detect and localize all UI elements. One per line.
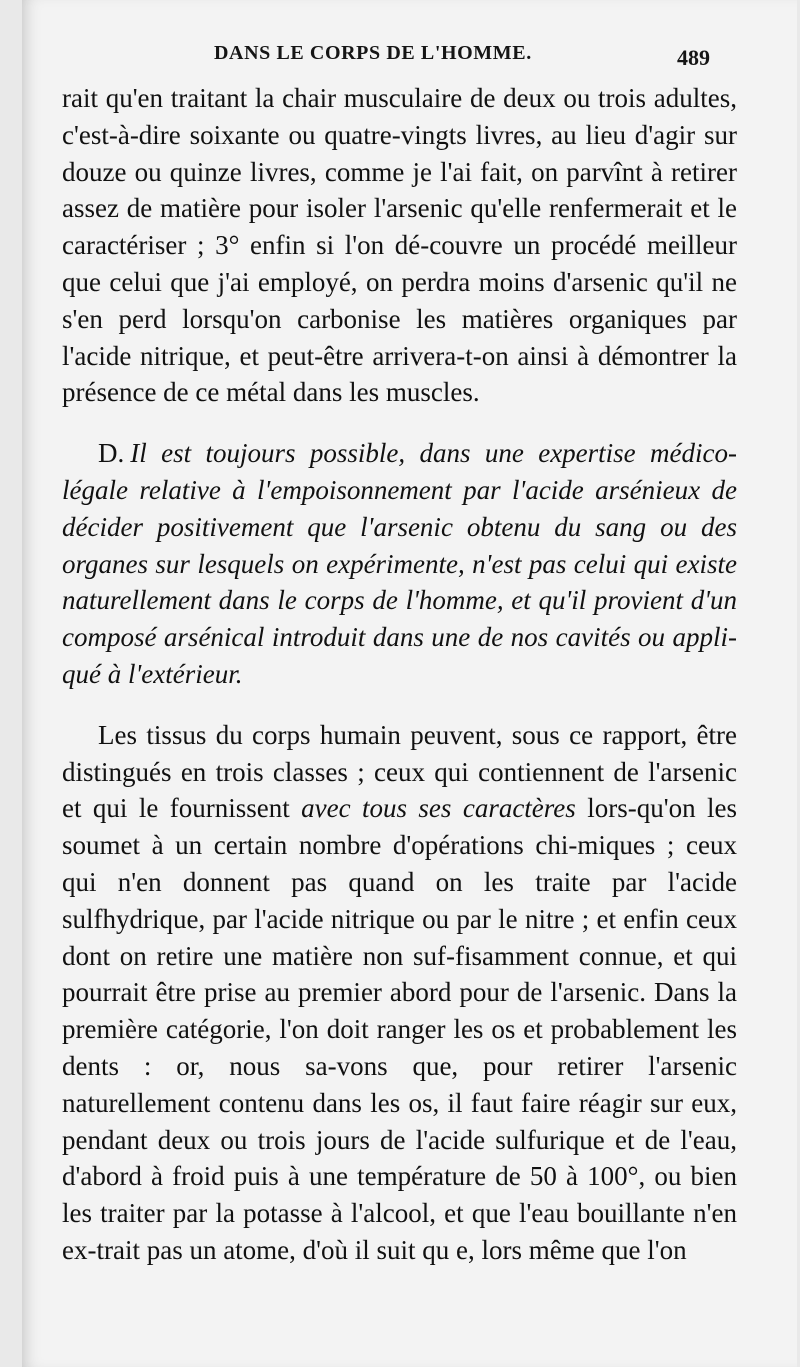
book-page — [22, 0, 797, 1367]
paragraph-2 — [62, 435, 737, 693]
proposition-italic: Il est toujours possible, dans une expertise médico-légale relative à l'empoisonnement par l'acide arsénieux de décider positivement que l'arsenic obtenu du sang ou des organes sur lesquels on expérimente, n'est pas celui qui existe naturellement dans le corps de l'homme, et qu'il provient d'un composé arsénical introduit dans une de nos cavités ou appli-qué à l'extérieur. — [62, 438, 737, 689]
page-header — [22, 42, 797, 78]
body-text — [62, 80, 737, 1269]
running-title: DANS LE CORPS DE L'HOMME. — [214, 42, 532, 64]
paragraph-3-part-b: lors-qu'on les soumet à un certain nombre d'opérations chi-miques ; ceux qui n'en donnent pas quand on les traite par l'acide sulfhydrique, par l'acide nitrique ou par le nitre ; et enfin ceux dont on retire une matière non suf-fisamment connue, et qui pourrait être prise au premier abord pour de l'arsenic. Dans la première catégorie, l'on doit ranger les os et probablement les dents : or, nous sa-vons que, pour retirer l'arsenic naturellement contenu dans les os, il faut faire réagir sur eux, pendant deux ou trois jours de l'acide sulfurique et de l'eau, d'abord à froid puis à une température de 50 à 100°, ou bien les traiter par la potasse à l'alcool, et que l'eau bouillante n'en ex-trait pas un atome, d'où il suit qu e, lors même que l'on — [62, 793, 737, 1265]
paragraph-3-italic: avec tous ses caractères — [301, 793, 576, 824]
paragraph-3 — [62, 717, 737, 1269]
paragraph-1: rait qu'en traitant la chair musculaire de deux ou trois adultes, c'est-à-dire soixante ou quatre-vingts livres, au lieu d'agir sur douze ou quinze livres, comme je l'ai fait, on parvînt à retirer assez de matière pour isoler l'arsenic qu'elle renfermerait et le caractériser ; 3° enfin si l'on dé-couvre un procédé meilleur que celui que j'ai employé, on perdra moins d'arsenic qu'il ne s'en perd lorsqu'on carbonise les matières organiques par l'acide nitrique, et peut-être arrivera-t-on ainsi à démontrer la présence de ce métal dans les muscles. — [62, 83, 737, 408]
paragraph-3-part-a: Les tissus du corps humain peuvent, sous ce rapport, être distingués en trois classes ; ceux qui contiennent de l'arsenic et qui le fournissent — [62, 719, 737, 824]
page-number: 489 — [677, 45, 710, 70]
section-letter: D. — [98, 438, 125, 469]
